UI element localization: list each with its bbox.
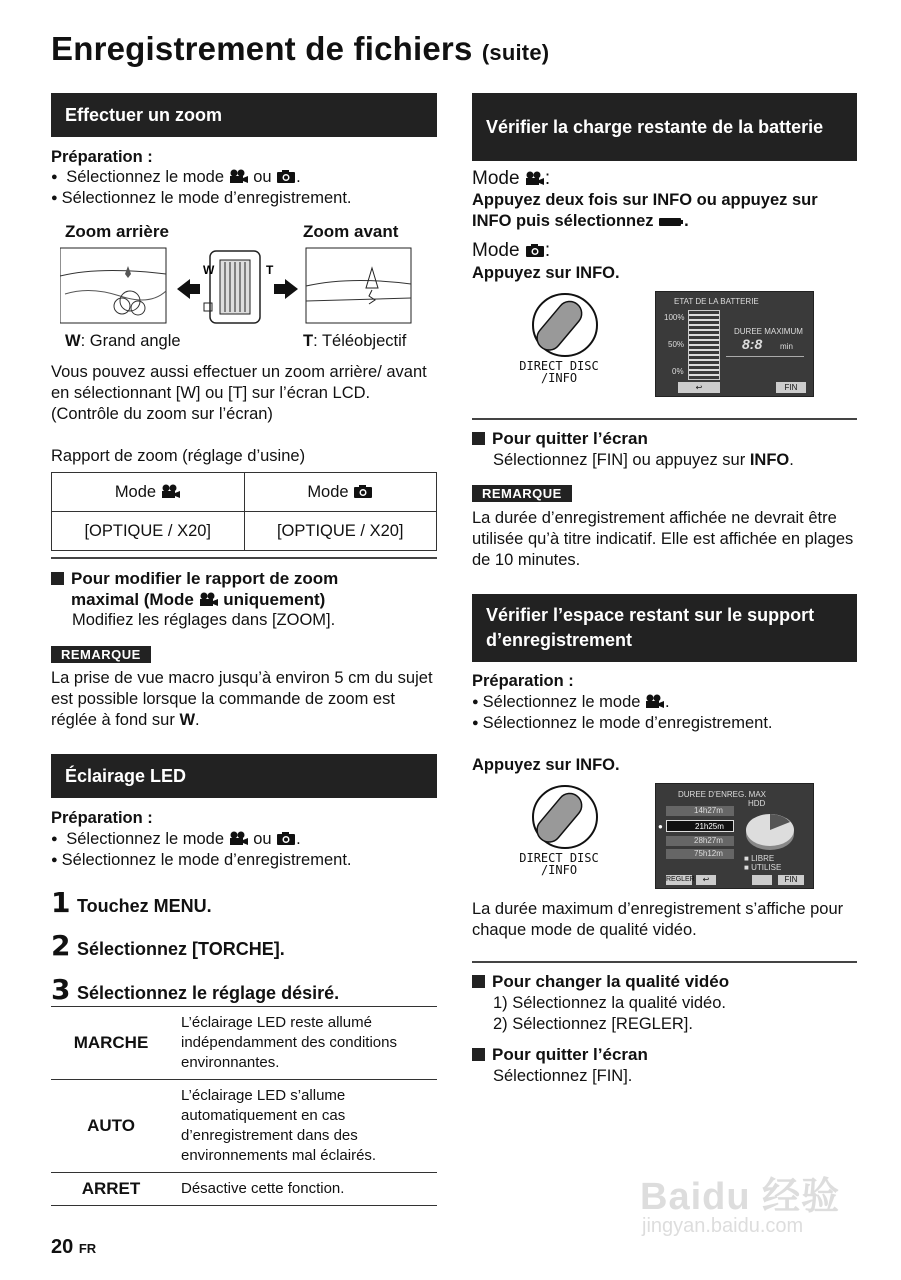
video-mode-icon bbox=[229, 831, 249, 846]
option-desc: Désactive cette fonction. bbox=[171, 1173, 437, 1206]
battery-quit-text: Sélectionnez [FIN] ou appuyez sur INFO. bbox=[493, 451, 794, 469]
svg-text:W: W bbox=[203, 263, 215, 277]
quality-row[interactable]: 14h27m bbox=[666, 806, 734, 816]
info-button-icon bbox=[530, 292, 600, 358]
zoom-remarque-text: La prise de vue macro jusqu’à environ 5 cm du sujet est possible lorsque la commande de zoom est réglée à fond sur W. bbox=[51, 669, 433, 729]
watermark-url: jingyan.baidu.com bbox=[642, 1215, 804, 1237]
battery-icon bbox=[658, 216, 684, 228]
col-video-mode: Mode bbox=[52, 473, 245, 512]
watermark-brand: Baidu 经验 bbox=[640, 1176, 841, 1218]
zoom-note: Vous pouvez aussi effectuer un zoom arrière/ avant en sélectionnant [W] ou [T] sur l’écran LCD. (Contrôle du zoom sur l’écran) bbox=[51, 363, 427, 423]
video-mode-icon bbox=[645, 694, 665, 709]
led-heading: Éclairage LED bbox=[51, 754, 437, 798]
battery-photo-mode: Mode : bbox=[472, 240, 551, 261]
battery-video-mode: Mode : bbox=[472, 168, 551, 189]
info-button-label: DIRECT DISC /INFO bbox=[519, 359, 599, 385]
zoom-ratio-table bbox=[51, 472, 437, 551]
step-2: 2 Sélectionnez [TORCHE]. bbox=[51, 929, 285, 962]
step-1: 1 Touchez MENU. bbox=[51, 886, 212, 919]
photo-mode-icon bbox=[276, 831, 296, 846]
remarque-badge: REMARQUE bbox=[472, 485, 572, 502]
space-quit-text: Sélectionnez [FIN]. bbox=[493, 1067, 633, 1085]
col-photo-mode: Mode bbox=[244, 473, 437, 512]
divider bbox=[51, 557, 437, 559]
back-button[interactable]: ↩ bbox=[678, 382, 720, 393]
led-prep-2: ● Sélectionnez le mode d’enregistrement. bbox=[51, 850, 352, 873]
table-row bbox=[51, 1007, 437, 1080]
zoom-prep-1: ● Sélectionnez le mode ou . bbox=[51, 167, 301, 190]
libre-legend: ■ LIBRE bbox=[744, 854, 775, 863]
w-desc: W: Grand angle bbox=[65, 332, 181, 350]
option-desc: L’éclairage LED s’allume automatiquement en cas d’enregistrement dans des environnements mal éclairés. bbox=[171, 1080, 437, 1173]
disk-usage-pie bbox=[744, 810, 796, 852]
battery-level-bar bbox=[688, 310, 720, 380]
battery-remarque-text: La durée d’enregistrement affichée ne devrait être utilisée qu’à titre indicatif. Elle est affichée en plages de 10 minutes. bbox=[472, 509, 854, 569]
option-desc: L’éclairage LED reste allumé indépendamment des conditions environnantes. bbox=[171, 1007, 437, 1080]
fin-button[interactable]: FIN bbox=[778, 875, 804, 885]
space-prep-label: Préparation : bbox=[472, 672, 574, 690]
space-quit-heading: Pour quitter l’écran bbox=[472, 1045, 648, 1065]
video-mode-icon bbox=[229, 169, 249, 184]
space-press: Appuyez sur INFO. bbox=[472, 756, 620, 774]
video-mode-icon bbox=[161, 484, 181, 499]
step-3: 3 Sélectionnez le réglage désiré. bbox=[51, 973, 340, 1006]
battery-button[interactable] bbox=[752, 875, 772, 885]
zoom-prep-2: ● Sélectionnez le mode d’enregistrement. bbox=[51, 188, 352, 211]
divider bbox=[472, 418, 857, 420]
battery-lcd-screen: ETAT DE LA BATTERIE 100% 50% 0% DUREE MAXIMUM 8:8 min ↩ FIN bbox=[655, 291, 814, 397]
space-lcd-screen: DUREE D’ENREG. MAX HDD 14h27m 21h25m ● 28h27m 75h12m ■ LIBRE ■ UTILISE REGLER ↩ FIN bbox=[655, 783, 814, 889]
info-button-icon bbox=[530, 784, 600, 850]
regler-button[interactable]: REGLER bbox=[666, 876, 695, 883]
utilise-legend: ■ UTILISE bbox=[744, 863, 782, 872]
modify-text: Modifiez les réglages dans [ZOOM]. bbox=[72, 611, 336, 629]
t-desc: T: Téléobjectif bbox=[303, 332, 407, 350]
option-key: ARRET bbox=[51, 1173, 171, 1206]
quality-row-selected[interactable]: 21h25m bbox=[666, 820, 734, 832]
modify-heading: Pour modifier le rapport de zoom maximal (Mode uniquement) bbox=[51, 568, 338, 610]
remarque-badge: REMARQUE bbox=[51, 646, 151, 663]
photo-zoom-value: [OPTIQUE / X20] bbox=[244, 512, 437, 551]
divider bbox=[472, 961, 857, 963]
space-desc: La durée maximum d’enregistrement s’affiche pour chaque mode de qualité vidéo. bbox=[472, 900, 844, 939]
photo-mode-icon bbox=[353, 484, 373, 499]
photo-mode-icon bbox=[525, 243, 545, 258]
option-key: AUTO bbox=[51, 1080, 171, 1173]
table-row bbox=[51, 1173, 437, 1206]
led-options-table bbox=[51, 1006, 437, 1206]
space-heading: Vérifier l’espace restant sur le support d’enregistrement bbox=[472, 594, 857, 662]
battery-video-instr: Appuyez deux fois sur INFO ou appuyez sur INFO puis sélectionnez . bbox=[472, 191, 818, 230]
zoom-ratio-label: Rapport de zoom (réglage d’usine) bbox=[51, 447, 306, 465]
page-number: 20 FR bbox=[51, 1236, 97, 1258]
photo-mode-icon bbox=[276, 169, 296, 184]
battery-photo-instr: Appuyez sur INFO. bbox=[472, 264, 620, 282]
battery-quit-heading: Pour quitter l’écran bbox=[472, 429, 648, 449]
change-step-2: 2) Sélectionnez [REGLER]. bbox=[493, 1015, 693, 1033]
space-prep-2: ● Sélectionnez le mode d’enregistrement. bbox=[472, 713, 773, 736]
led-prep-1: ● Sélectionnez le mode ou . bbox=[51, 829, 301, 852]
zoom-in-label: Zoom avant bbox=[303, 222, 399, 241]
fin-button[interactable]: FIN bbox=[776, 382, 806, 393]
zoom-prep-label: Préparation : bbox=[51, 148, 153, 166]
battery-heading: Vérifier la charge restante de la batterie bbox=[472, 93, 857, 161]
back-button[interactable]: ↩ bbox=[696, 875, 716, 885]
zoom-heading: Effectuer un zoom bbox=[51, 93, 437, 137]
table-row bbox=[51, 1080, 437, 1173]
page-title: Enregistrement de fichiers (suite) bbox=[51, 30, 550, 67]
option-key: MARCHE bbox=[51, 1007, 171, 1080]
zoom-out-label: Zoom arrière bbox=[65, 222, 169, 241]
quality-row[interactable]: 75h12m bbox=[666, 849, 734, 859]
change-step-1: 1) Sélectionnez la qualité vidéo. bbox=[493, 994, 726, 1012]
change-quality-heading: Pour changer la qualité vidéo bbox=[472, 972, 729, 992]
led-prep-label: Préparation : bbox=[51, 809, 153, 827]
svg-text:T: T bbox=[266, 263, 274, 277]
quality-row[interactable]: 28h27m bbox=[666, 836, 734, 846]
zoom-illustration bbox=[60, 246, 412, 328]
space-prep-1: ● Sélectionnez le mode . bbox=[472, 692, 670, 715]
video-zoom-value: [OPTIQUE / X20] bbox=[52, 512, 245, 551]
info-button-label: DIRECT DISC /INFO bbox=[519, 851, 599, 877]
video-mode-icon bbox=[525, 171, 545, 186]
video-mode-icon bbox=[199, 592, 219, 607]
